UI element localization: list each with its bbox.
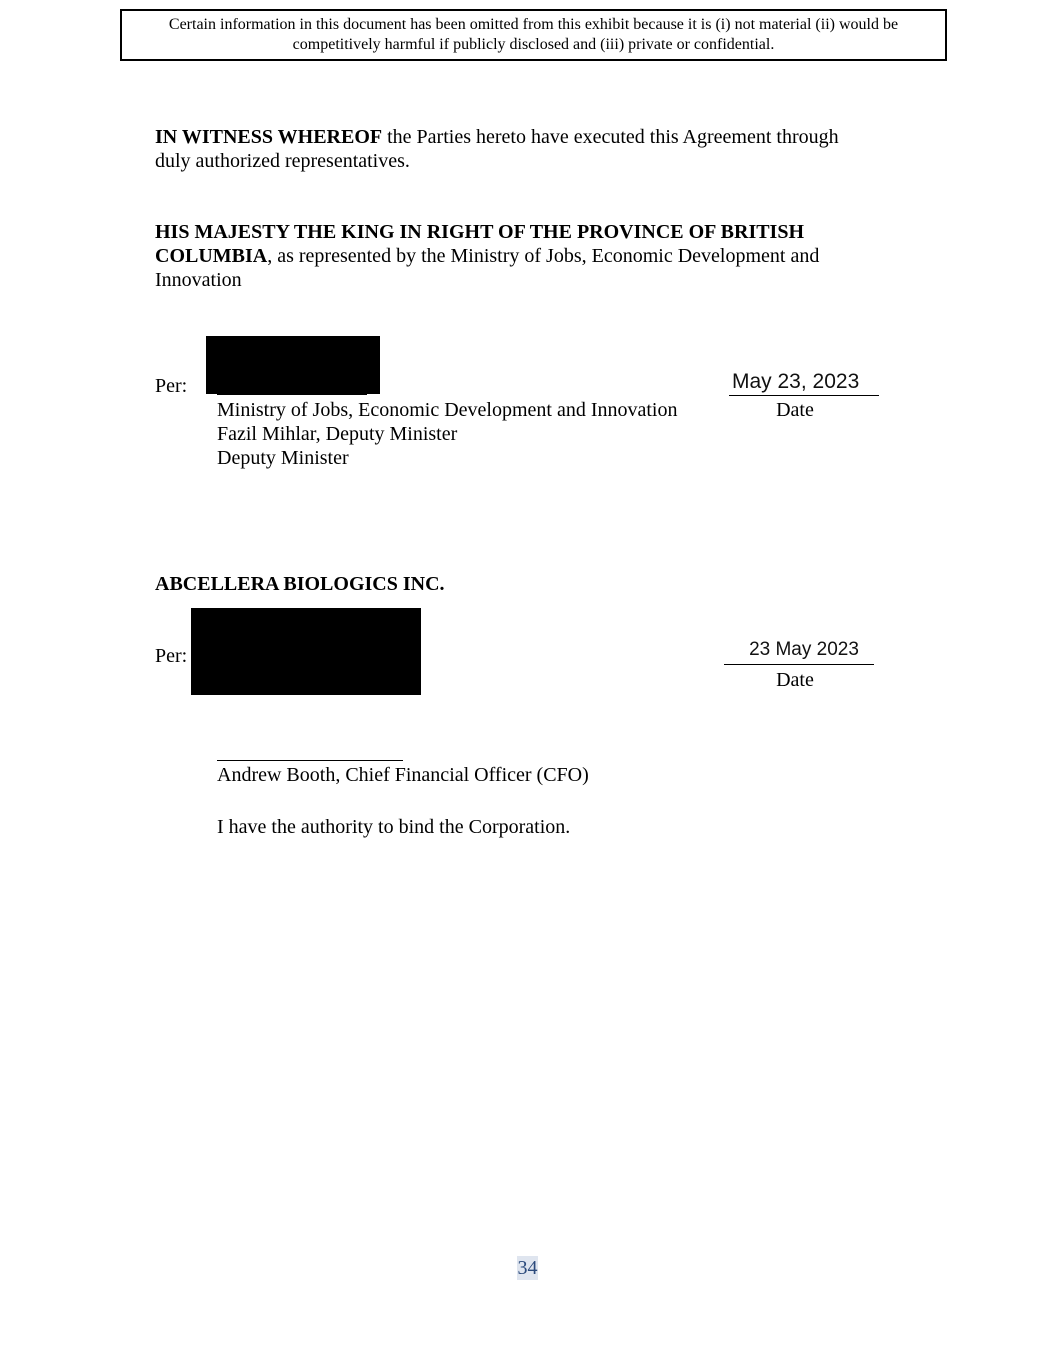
party1-signature-line <box>217 394 367 395</box>
party1-per-label: Per: <box>155 375 188 397</box>
party2-date-line <box>724 664 874 665</box>
party1-represented-by: , as represented by the Ministry of Jobs, Economic Development and <box>267 245 820 267</box>
party1-signatory-name: Fazil Mihlar, Deputy Minister <box>217 423 458 445</box>
party2-signature-line <box>217 760 403 761</box>
party1-date-label: Date <box>776 399 814 421</box>
page-number: 34 <box>517 1257 538 1279</box>
witness-text-1: the Parties hereto have executed this Agreement through <box>382 126 839 148</box>
witness-paragraph <box>155 125 885 173</box>
party2-signature-redaction <box>191 608 421 695</box>
party2-per-label: Per: <box>155 645 188 667</box>
party2-authority-statement: I have the authority to bind the Corporation. <box>217 816 571 838</box>
party2-name: ABCELLERA BIOLOGICS INC. <box>155 573 445 595</box>
party2-date-label: Date <box>776 669 814 691</box>
notice-line-1: Certain information in this document has been omitted from this exhibit because it is (i) not material (ii) would be <box>168 16 899 33</box>
party1-name-line1: HIS MAJESTY THE KING IN RIGHT OF THE PROVINCE OF BRITISH <box>155 221 805 243</box>
party1-signatory-block <box>217 398 717 470</box>
party1-represented-by-cont: Innovation <box>155 269 242 291</box>
party1-heading <box>155 220 885 292</box>
witness-lead: IN WITNESS WHEREOF <box>155 126 383 148</box>
party2-signatory: Andrew Booth, Chief Financial Officer (CFO) <box>217 764 589 786</box>
witness-text-2: duly authorized representatives. <box>155 150 410 172</box>
party1-date-line <box>729 395 879 396</box>
notice-line-2: competitively harmful if publicly disclosed and (iii) private or confidential. <box>292 36 775 53</box>
party1-date-value: May 23, 2023 <box>732 370 860 393</box>
party1-name-line2: COLUMBIA <box>155 245 268 267</box>
party1-signature-redaction <box>206 336 380 394</box>
confidentiality-notice <box>120 9 947 61</box>
party1-signatory-org: Ministry of Jobs, Economic Development and Innovation <box>217 399 678 421</box>
party1-signatory-title: Deputy Minister <box>217 447 349 469</box>
party2-date-value: 23 May 2023 <box>749 639 859 660</box>
